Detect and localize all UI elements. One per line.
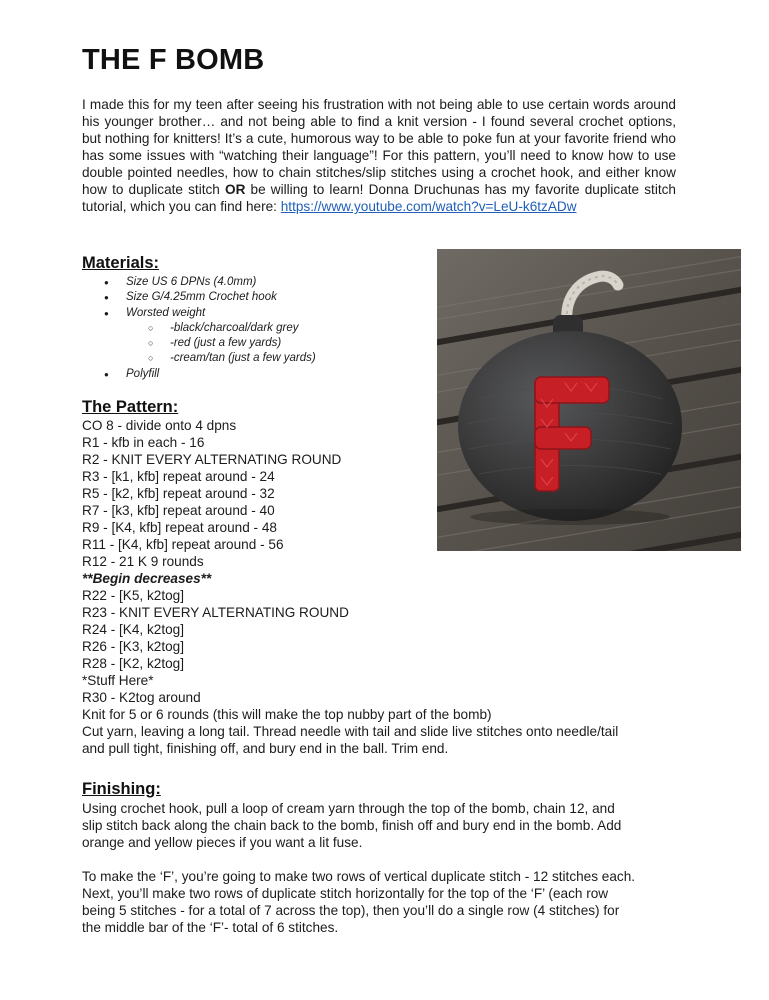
material-item: ● Size US 6 DPNs (4.0mm)	[104, 275, 316, 290]
finishing-line: slip stitch back along the chain back to the bomb, finish off and bury end in the bomb. Add	[82, 818, 622, 833]
pattern-line: R11 - [K4, kfb] repeat around - 56	[82, 537, 284, 552]
pattern-line: R7 - [k3, kfb] repeat around - 40	[82, 503, 275, 518]
pattern-line: R5 - [k2, kfb] repeat around - 32	[82, 486, 275, 501]
pattern-line: R22 - [K5, k2tog]	[82, 588, 185, 603]
materials-heading: Materials:	[82, 254, 160, 272]
pattern-line: Cut yarn, leaving a long tail. Thread needle with tail and slide live stitches onto needle/tail	[82, 724, 619, 739]
finishing-line: orange and yellow pieces if you want a lit fuse.	[82, 835, 363, 850]
pattern-heading: The Pattern:	[82, 398, 179, 416]
yarn-color-list	[126, 321, 316, 367]
pattern-line: R3 - [k1, kfb] repeat around - 24	[82, 469, 275, 484]
pattern-line: R28 - [K2, k2tog]	[82, 656, 185, 671]
material-item-yarn	[104, 306, 316, 367]
yarn-color-item: ○ -cream/tan (just a few yards)	[148, 351, 316, 366]
begin-decreases-note: **Begin decreases**	[82, 571, 212, 586]
pattern-line: R23 - KNIT EVERY ALTERNATING ROUND	[82, 605, 349, 620]
material-item: ● Size G/4.25mm Crochet hook	[104, 290, 316, 305]
pattern-line: R1 - kfb in each - 16	[82, 435, 205, 450]
pattern-line: R24 - [K4, k2tog]	[82, 622, 185, 637]
finishing-line: the middle bar of the ‘F’- total of 6 stitches.	[82, 920, 339, 935]
pattern-line: R2 - KNIT EVERY ALTERNATING ROUND	[82, 452, 342, 467]
tutorial-link[interactable]: https://www.youtube.com/watch?v=LeU-k6tzADw	[280, 199, 577, 214]
pattern-line: R30 - K2tog around	[82, 690, 201, 705]
finishing-line: being 5 stitches - for a total of 7 across the top), then you’ll do a single row (4 stitches) for	[82, 903, 620, 918]
pattern-instructions	[82, 417, 682, 757]
finishing-line: Next, you’ll make two rows of duplicate stitch horizontally for the top of the ‘F’ (each row	[82, 886, 609, 901]
pattern-line: R12 - 21 K 9 rounds	[82, 554, 204, 569]
finishing-paragraph-letter	[82, 868, 682, 936]
finishing-line: Using crochet hook, pull a loop of cream yarn through the top of the bomb, chain 12, and	[82, 801, 615, 816]
finishing-instructions	[82, 800, 682, 953]
stuff-here-note: *Stuff Here*	[82, 673, 154, 688]
intro-bold-word: OR	[225, 182, 246, 197]
intro-text-start: I made this for my teen after seeing his frustration with not being able to use certain words around his younger brother… and not being able to find a knit version - I found several crochet options, but nothing for knitters! It’s a cute, humorous way to be able to poke fun at your favorite friend who has some issues with “watching their language”! For this pattern, you’ll need to know how to use double pointed needles, how to chain stitches/slip stitches using a crochet hook, and either know how to duplicate stitch	[82, 97, 676, 197]
finishing-line: To make the ‘F’, you’re going to make two rows of vertical duplicate stitch - 12 stitches each.	[82, 869, 636, 884]
yarn-color-item: ○ -red (just a few yards)	[148, 336, 316, 351]
material-item: ● Polyfill	[104, 367, 316, 382]
yarn-color-item: ○ -black/charcoal/dark grey	[148, 321, 316, 336]
pattern-line: R26 - [K3, k2tog]	[82, 639, 185, 654]
pattern-line: R9 - [K4, kfb] repeat around - 48	[82, 520, 277, 535]
finishing-heading: Finishing:	[82, 780, 161, 798]
pattern-line: CO 8 - divide onto 4 dpns	[82, 418, 237, 433]
finishing-paragraph-fuse	[82, 800, 682, 851]
material-item-label: Worsted weight	[126, 306, 206, 319]
intro-text-end: be willing to learn! Donna Druchunas has my favorite duplicate stitch tutorial, which you can find here:	[82, 182, 676, 214]
materials-list	[104, 275, 316, 382]
pattern-line: and pull tight, finishing off, and bury end in the ball. Trim end.	[82, 741, 449, 756]
page-title: THE F BOMB	[82, 44, 265, 76]
pattern-line: Knit for 5 or 6 rounds (this will make the top nubby part of the bomb)	[82, 707, 492, 722]
intro-paragraph	[82, 96, 676, 215]
